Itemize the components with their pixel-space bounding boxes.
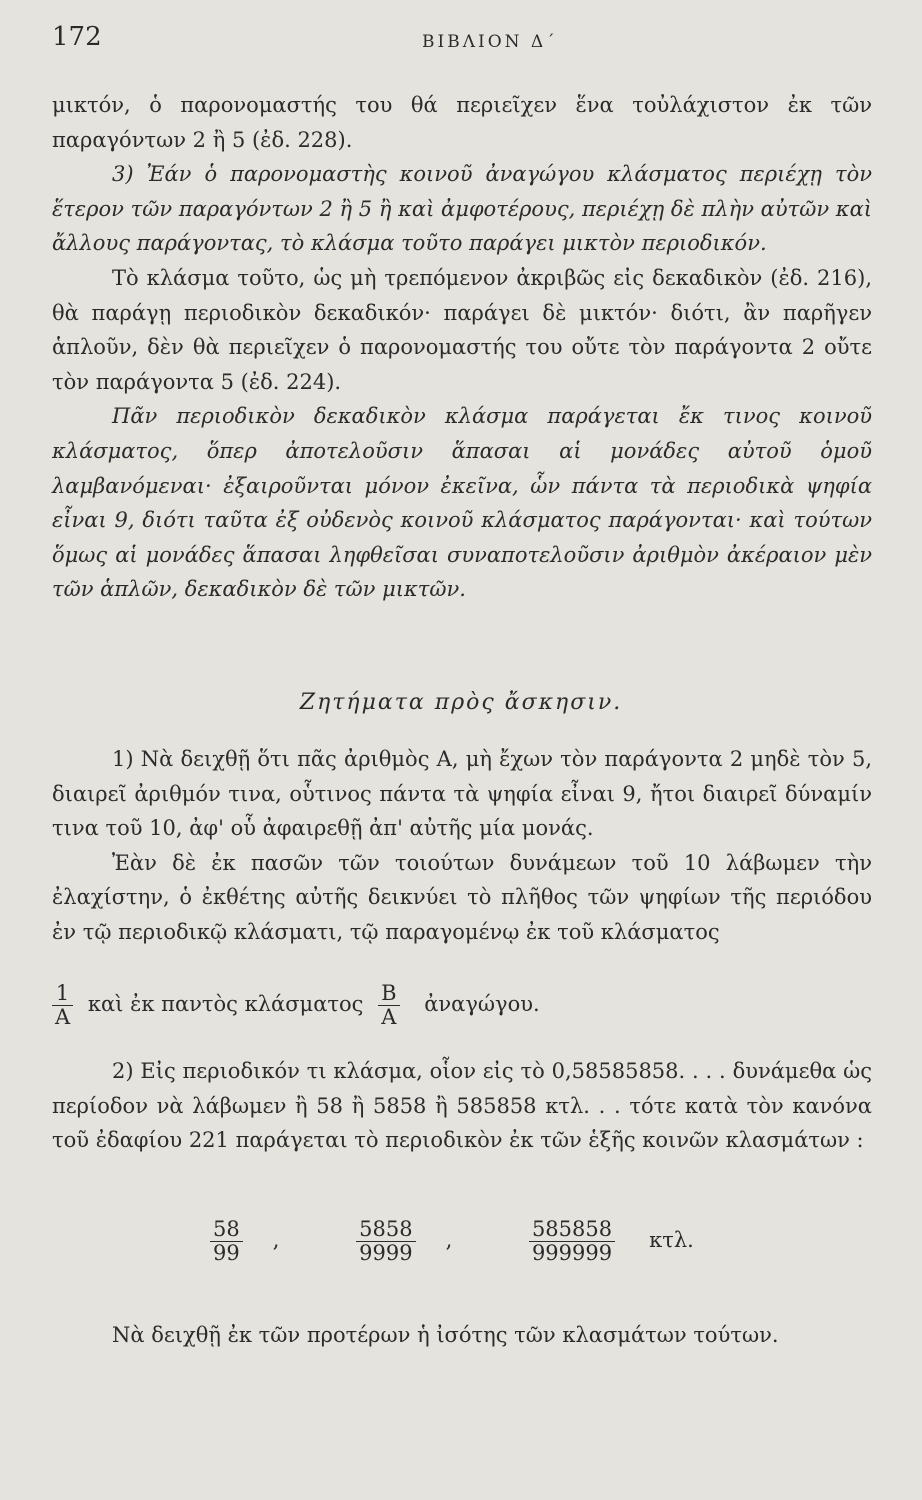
fraction-line-text: καὶ ἐκ παντὸς κλάσματος	[87, 992, 364, 1017]
fraction-line	[52, 982, 872, 1029]
final-statement: Νὰ δειχθῇ ἐκ τῶν προτέρων ἡ ἰσότης τῶν κλασμάτων τούτων.	[112, 1323, 779, 1347]
fraction-line-end: ἀναγώγου.	[424, 992, 540, 1017]
running-head: ΒΙΒΛΙΟΝ Δ΄	[422, 32, 558, 52]
exercise-2-block	[52, 1054, 872, 1158]
fraction-585858-999999	[529, 1218, 615, 1265]
fraction-denominator: Α	[55, 1005, 71, 1030]
fraction-numerator: 585858	[529, 1218, 615, 1242]
fraction-numerator: 1	[52, 982, 73, 1006]
fraction-denominator: Α	[381, 1005, 397, 1030]
fraction-separator: ,	[272, 1228, 280, 1253]
rule-3: 3) Ἐάν ὁ παρονομαστὴς κοινοῦ ἀναγώγου κλάσματος περιέχῃ τὸν ἕτερον τῶν παραγόντων 2 ἢ 5 ἢ καὶ ἀμφοτέρους, περιέχῃ δὲ πλὴν αὐτῶν καὶ ἄλλους παράγοντας, τὸ κλάσμα τοῦτο παράγει μικτὸν περιοδικόν.	[52, 162, 872, 256]
exercise-1-continuation: Ἐὰν δὲ ἐκ πασῶν τῶν τοιούτων δυνάμεων τοῦ 10 λάβωμεν τὴν ἐλαχίστην, ὁ ἐκθέτης αὐτῆς δεικνύει τὸ πλῆθος τῶν ψηφίων τῆς περιόδου ἐν τῷ περιοδικῷ κλάσματι, τῷ παραγομένῳ ἐκ τοῦ κλάσματος	[52, 850, 872, 944]
page-header	[52, 22, 862, 62]
text-block-top	[52, 88, 872, 607]
exercise-1-block	[52, 742, 872, 950]
exercise-1: 1) Νὰ δειχθῇ ὅτι πᾶς ἀριθμὸς Α, μὴ ἔχων τὸν παράγοντα 2 μηδὲ τὸν 5, διαιρεῖ ἀριθμόν τινα, οὗτινος πάντα τὰ ψηφία εἶναι 9, ἤτοι διαιρεῖ δύναμίν τινα τοῦ 10, ἀφ' οὗ ἀφαιρεθῇ ἀπ' αὐτῆς μία μονάς.	[52, 747, 872, 841]
paragraph-continuation: μικτόν, ὁ παρονομαστής του θά περιεῖχεν ἕνα τοὐλάχιστον ἐκ τῶν παραγόντων 2 ἢ 5 (ἐδ. 228).	[52, 93, 872, 152]
fraction-separator: κτλ.	[649, 1228, 694, 1253]
fraction-denominator: 9999	[359, 1241, 413, 1266]
exercise-2: 2) Εἰς περιοδικόν τι κλάσμα, οἷον εἰς τὸ 0,58585858. . . . δυνάμεθα ὡς περίοδον νὰ λάβωμεν ἢ 58 ἢ 5858 ἢ 585858 κτλ. . . τότε κατὰ τὸν κανόνα τοῦ ἐδαφίου 221 παράγεται τὸ περιοδικὸν ἐκ τῶν ἑξῆς κοινῶν κλασμάτων :	[52, 1059, 872, 1153]
page-number: 172	[52, 22, 102, 52]
fraction-5858-9999	[356, 1218, 415, 1265]
final-block	[52, 1318, 872, 1353]
fraction-denominator: 99	[213, 1241, 240, 1266]
fraction-1-over-a	[52, 982, 73, 1029]
fraction-58-99	[210, 1218, 243, 1265]
paragraph-proof: Τὸ κλάσμα τοῦτο, ὡς μὴ τρεπόμενον ἀκριβῶς εἰς δεκαδικὸν (ἐδ. 216), θὰ παράγῃ περιοδικὸν δεκαδικόν· παράγει δὲ μικτόν· διότι, ἂν παρῆγεν ἁπλοῦν, δὲν θὰ περιεῖχεν ὁ παρονομαστής του οὔτε τὸν παράγοντα 2 οὔτε τὸν παράγοντα 5 (ἐδ. 224).	[52, 265, 872, 394]
exercises-heading: Ζητήματα πρὸς ἄσκησιν.	[299, 690, 623, 715]
fraction-numerator: 5858	[356, 1218, 415, 1242]
fraction-b-over-a	[378, 982, 399, 1029]
fraction-numerator: 58	[210, 1218, 243, 1242]
fraction-row	[210, 1218, 694, 1265]
fraction-numerator: Β	[378, 982, 399, 1006]
paragraph-general-rule: Πᾶν περιοδικὸν δεκαδικὸν κλάσμα παράγεται ἔκ τινος κοινοῦ κλάσματος, ὅπερ ἀποτελοῦσιν ἅπασαι αἱ μονάδες αὐτοῦ ὁμοῦ λαμβανόμεναι· ἐξαιροῦνται μόνον ἐκεῖνα, ὧν πάντα τὰ περιοδικὰ ψηφία εἶναι 9, διότι ταῦτα ἐξ οὐδενὸς κοινοῦ κλάσματος παράγονται· καὶ τούτων ὅμως αἱ μονάδες ἅπασαι ληφθεῖσαι συναποτελοῦσιν ἀριθμὸν ἀκέραιον μὲν τῶν ἁπλῶν, δεκαδικὸν δὲ τῶν μικτῶν.	[52, 404, 872, 602]
fraction-separator: ,	[445, 1228, 453, 1253]
fraction-denominator: 999999	[531, 1241, 613, 1266]
